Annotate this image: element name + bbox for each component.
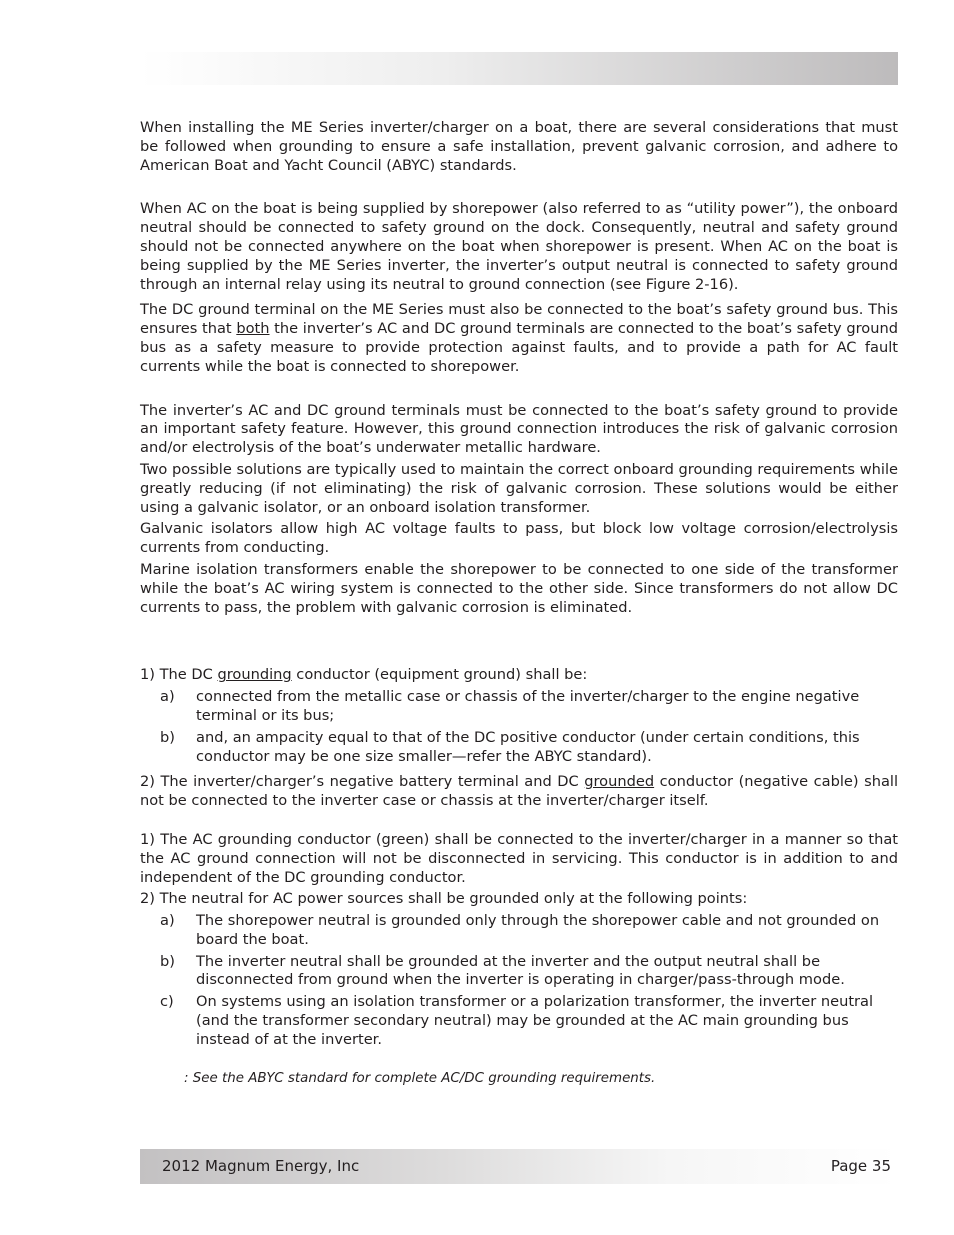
dc-sub-item-b-label: b) [160,728,175,746]
dc-sub-item-b [140,729,898,767]
footer-bar [140,1149,898,1184]
ac-requirement-2: 2) The neutral for AC power sources shall be grounded only at the following points: [140,890,748,908]
dc-requirement-1 [140,666,898,685]
dc-req-2-text-1: 2) The inverter/charger’s negative battery terminal and DC [140,773,585,791]
dc-ground-text-2: the inverter’s AC and DC ground terminals are connected to the boat’s safety ground bus as a safety measure to provide protection against faults, and to provide a path for AC fault currents while the boat is connected to shorepower. [140,320,898,375]
dc-sub-item-a-label: a) [160,688,175,706]
ac-sub-item-c-label: c) [160,993,174,1011]
ac-sub-item-a-label: a) [160,912,175,930]
dc-req-1-text-2: conductor (equipment ground) shall be: [291,666,588,684]
dc-req-2-text-2: conductor (negative cable) shall not be connected to the inverter case or chassis at the inverter/charger itself. [140,773,898,810]
ac-sub-item-b-text: The inverter neutral shall be grounded at the inverter and the output neutral shall be disconnected from ground when the inverter is operating in charger/pass-through mode. [196,952,845,989]
dc-req-2-underlined: grounded [584,773,655,791]
galvanic-paragraph-3: Galvanic isolators allow high AC voltage faults to pass, but block low voltage corrosion/electrolysis currents from conducting. [140,520,898,557]
dc-ground-text-1: The DC ground terminal on the ME Series must also be connected to the boat’s safety ground bus. This ensures that [140,301,898,338]
dc-req-1-text-1: 1) The DC [140,666,218,684]
galvanic-paragraph-2: Two possible solutions are typically used to maintain the correct onboard grounding requirements while greatly reducing (if not eliminating) the risk of galvanic corrosion. These solutions would be either using a galvanic isolator, or an onboard isolation transformer. [140,460,898,516]
dc-ground-underlined: both [236,320,270,338]
galvanic-paragraph-1: The inverter’s AC and DC ground terminals must be connected to the boat’s safety ground to provide an important safety feature. However, this ground connection introduces the risk of galvanic corrosion and/or electrolysis of the boat’s underwater metallic hardware. [140,401,898,457]
dc-sub-item-b-text: and, an ampacity equal to that of the DC positive conductor (under certain conditions, this conductor may be one size smaller—refer the ABYC standard). [196,728,860,765]
footer-copyright: 2012 Magnum Energy, Inc [162,1157,360,1175]
dc-req-1-underlined: grounding [217,666,292,684]
ac-requirement-1: 1) The AC grounding conductor (green) shall be connected to the inverter/charger in a manner so that the AC ground connection will not be disconnected in servicing. This conductor is in addition to and independent of the DC grounding conductor. [140,830,898,886]
ac-sub-item-b [140,953,898,991]
ac-sub-item-a-text: The shorepower neutral is grounded only through the shorepower cable and not grounded on board the boat. [196,912,880,948]
ac-sub-item-b-label: b) [160,952,175,970]
ac-sub-item-c [140,993,898,1049]
ac-sub-item-a [140,912,898,950]
dc-sub-item-a [140,688,898,726]
intro-paragraph: When installing the ME Series inverter/charger on a boat, there are several considerations that must be followed when grounding to ensure a safe installation, prevent galvanic corrosion, and adhere to American Boat and Yacht Council (ABYC) standards. [140,119,898,174]
ac-sub-item-c-text: On systems using an isolation transformer or a polarization transformer, the inverter neutral (and the transformer secondary neutral) may be grounded at the AC main grounding bus instead of at the inverter. [196,993,874,1048]
header-bar [140,52,898,85]
abyc-note: : See the ABYC standard for complete AC/DC grounding requirements. [184,1070,656,1086]
dc-ground-paragraph [140,301,898,376]
dc-sub-item-a-text: connected from the metallic case or chassis of the inverter/charger to the engine negative terminal or its bus; [196,688,860,724]
dc-requirement-2 [140,773,898,811]
page-number: Page 35 [830,1157,891,1175]
shorepower-paragraph: When AC on the boat is being supplied by shorepower (also referred to as “utility power”), the onboard neutral should be connected to safety ground on the dock. Consequently, neutral and safety ground should not be connected anywhere on the boat when shorepower is present. When AC on the boat is being supplied by the ME Series inverter, the inverter’s output neutral is connected to safety ground through an internal relay using its neutral to ground connection (see Figure 2-16). [140,200,898,293]
page-content [140,119,898,1088]
galvanic-paragraph-4: Marine isolation transformers enable the shorepower to be connected to one side of the transformer while the boat’s AC wiring system is connected to the other side. Since transformers do not allow DC currents to pass, the problem with galvanic corrosion is eliminated. [140,560,898,616]
